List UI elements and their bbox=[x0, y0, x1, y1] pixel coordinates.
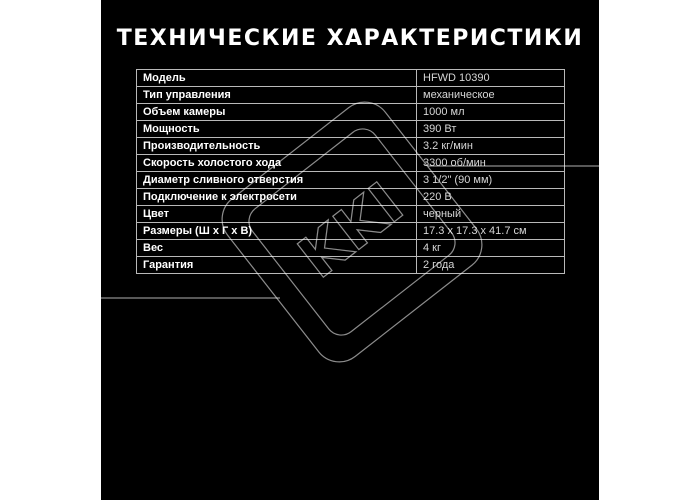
spec-value: 1000 мл bbox=[417, 104, 565, 121]
spec-label: Объем камеры bbox=[137, 104, 417, 121]
spec-value: 4 кг bbox=[417, 240, 565, 257]
spec-value: 3 1/2" (90 мм) bbox=[417, 172, 565, 189]
table-row bbox=[137, 104, 565, 121]
spec-label: Цвет bbox=[137, 206, 417, 223]
spec-card bbox=[101, 0, 599, 500]
spec-label: Подключение к электросети bbox=[137, 189, 417, 206]
page-title: ТЕХНИЧЕСКИЕ ХАРАКТЕРИСТИКИ bbox=[116, 26, 584, 51]
spec-value: 3300 об/мин bbox=[417, 155, 565, 172]
spec-value: HFWD 10390 bbox=[417, 70, 565, 87]
spec-value: 3.2 кг/мин bbox=[417, 138, 565, 155]
spec-label: Тип управления bbox=[137, 87, 417, 104]
spec-label: Мощность bbox=[137, 121, 417, 138]
watermark-logo-text: KKI bbox=[285, 169, 416, 292]
table-row bbox=[137, 206, 565, 223]
spec-label: Диаметр сливного отверстия bbox=[137, 172, 417, 189]
spec-label: Вес bbox=[137, 240, 417, 257]
table-row bbox=[137, 189, 565, 206]
spec-value: 2 года bbox=[417, 257, 565, 274]
spec-label: Размеры (Ш х Г х В) bbox=[137, 223, 417, 240]
spec-value: 220 В bbox=[417, 189, 565, 206]
table-row bbox=[137, 172, 565, 189]
table-row bbox=[137, 257, 565, 274]
spec-label: Скорость холостого хода bbox=[137, 155, 417, 172]
spec-label: Гарантия bbox=[137, 257, 417, 274]
table-row bbox=[137, 121, 565, 138]
table-row bbox=[137, 223, 565, 240]
table-row bbox=[137, 155, 565, 172]
table-row bbox=[137, 87, 565, 104]
watermark-circle bbox=[53, 286, 77, 310]
spec-value: 17.3 х 17.3 х 41.7 см bbox=[417, 223, 565, 240]
table-row bbox=[137, 138, 565, 155]
spec-value: 390 Вт bbox=[417, 121, 565, 138]
spec-table bbox=[136, 69, 565, 274]
table-row bbox=[137, 240, 565, 257]
watermark-circle bbox=[622, 154, 646, 178]
spec-label: Модель bbox=[137, 70, 417, 87]
spec-value: механическое bbox=[417, 87, 565, 104]
spec-value: черный bbox=[417, 206, 565, 223]
spec-label: Производительность bbox=[137, 138, 417, 155]
table-row bbox=[137, 70, 565, 87]
